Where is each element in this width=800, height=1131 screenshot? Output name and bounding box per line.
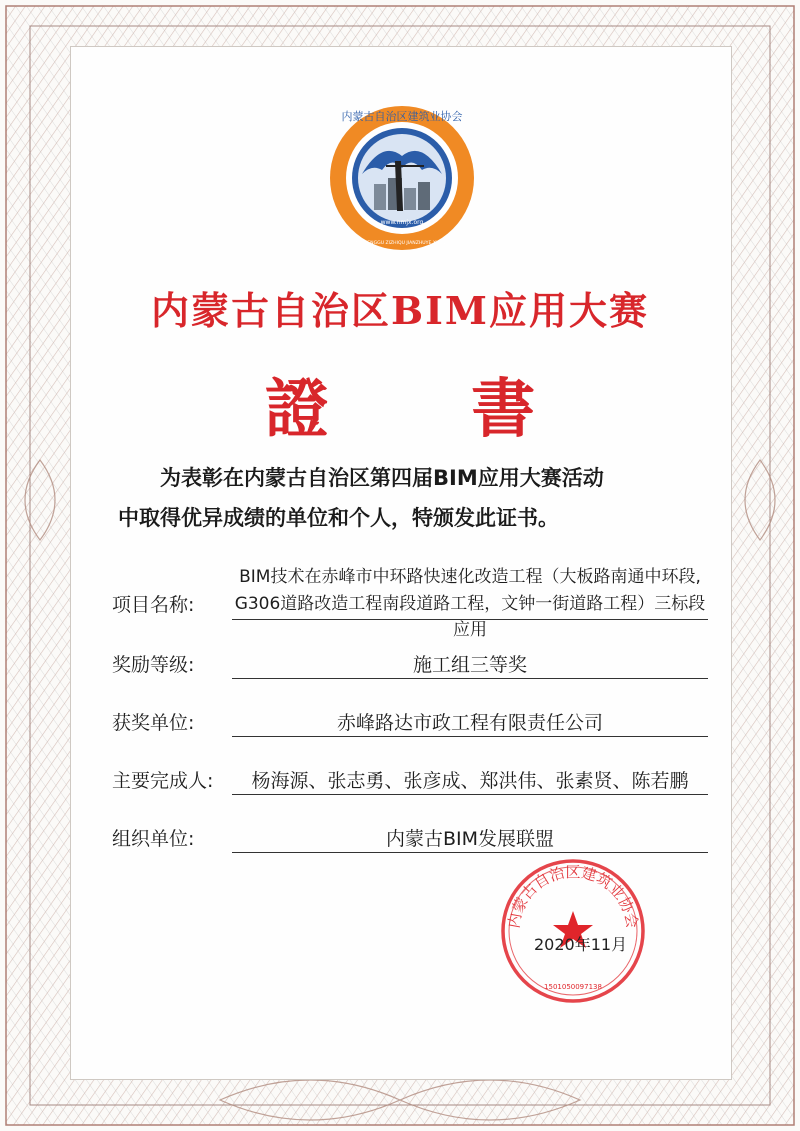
intro-line-1: 为表彰在内蒙古自治区第四届BIM应用大赛活动 [160,466,604,490]
main-contributors-value: 杨海源、张志勇、张彦成、郑洪伟、张素贤、陈若鹏 [251,770,689,792]
field-organizer [112,822,708,856]
field-label: 主要完成人: [112,770,214,792]
underline [232,678,708,679]
association-logo [328,104,476,252]
logo-url: www.nmjx.org [380,219,424,226]
certificate-heading: 證 書 [264,372,596,447]
underline [232,736,708,737]
winning-unit-value: 赤峰路达市政工程有限责任公司 [336,712,603,734]
field-winning-unit [112,706,708,740]
field-label: 组织单位: [112,828,195,850]
underline [232,794,708,795]
field-award-level [112,648,708,682]
field-label: 获奖单位: [112,712,195,734]
underline [232,619,708,620]
field-label: 奖励等级: [112,654,195,676]
seal-text: 内蒙古自治区建筑业协会 [504,863,642,930]
field-project-name [112,564,708,640]
logo-ring-text: 内蒙古自治区建筑业协会 [341,110,463,123]
project-name-line-2: G306道路改造工程南段道路工程，文钟一街道路工程）三标段应用 [234,594,706,640]
organizer-value: 内蒙古BIM发展联盟 [385,828,555,850]
underline [232,852,708,853]
certificate-title: 内蒙古自治区BIM应用大赛 [151,288,649,333]
seal-number: 1501050097138 [544,983,602,991]
intro-text [118,458,698,538]
project-name-line-1: BIM技术在赤峰市中环路快速化改造工程（大板路南通中环段, [239,567,701,587]
intro-line-2: 中取得优异成绩的单位和个人，特颁发此证书。 [118,506,559,530]
logo-ring-text-en: NEIMENGGU ZIZHIQU JIANZHUYE XIEHUI [355,241,449,246]
award-level-value: 施工组三等奖 [412,654,527,676]
field-main-contributors [112,764,708,798]
official-seal [497,855,649,1007]
issue-date: 2020年11月 [534,935,628,954]
field-label: 项目名称: [112,594,195,616]
